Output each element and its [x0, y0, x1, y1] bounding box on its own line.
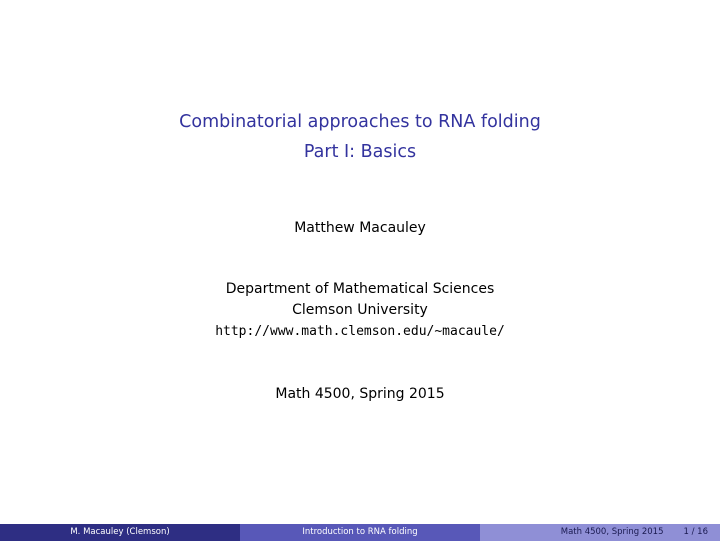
slide-title	[0, 107, 720, 167]
footer-author: M. Macauley (Clemson)	[0, 524, 240, 541]
footline	[0, 524, 720, 541]
footer-date: Math 4500, Spring 2015	[560, 527, 664, 537]
author-name: Matthew Macauley	[294, 220, 426, 236]
title-line-1: Combinatorial approaches to RNA folding	[179, 112, 541, 132]
course-date: Math 4500, Spring 2015	[275, 386, 445, 402]
footer-right	[480, 524, 720, 541]
footer-page-number: 1 / 16	[683, 527, 708, 537]
footer-title: Introduction to RNA folding	[240, 524, 480, 541]
institute-block	[0, 279, 720, 342]
author-url: http://www.math.clemson.edu/~macaule/	[215, 324, 505, 339]
title-line-2: Part I: Basics	[303, 142, 417, 162]
department-name: Department of Mathematical Sciences	[225, 281, 495, 297]
university-name: Clemson University	[292, 302, 428, 318]
